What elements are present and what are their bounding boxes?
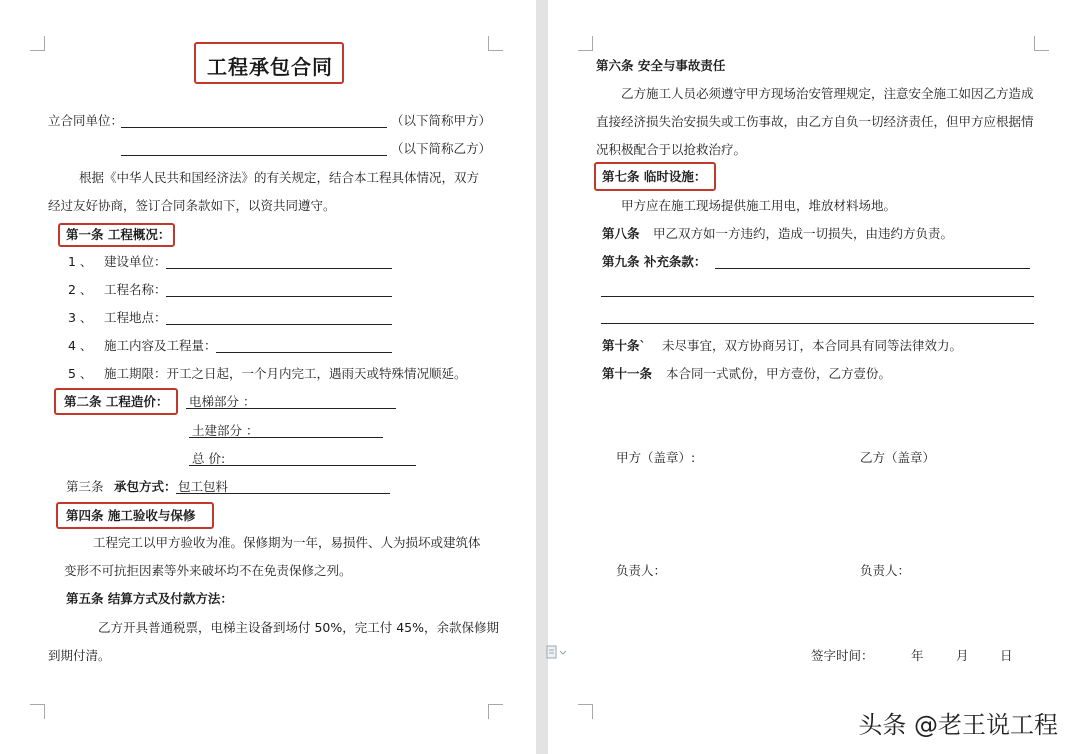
article-5-text: 到期付清。	[48, 648, 111, 663]
party-a-rep-label: 负责人：	[616, 563, 667, 578]
article-11-prefix: 第十一条	[602, 366, 653, 381]
cost-item-label: 电梯部分 ：	[189, 394, 256, 409]
sign-year-label: 年	[911, 648, 924, 663]
watermark-text: 头条 @老王说工程	[858, 711, 1058, 739]
contract-method-blank[interactable]	[176, 493, 390, 494]
article-6-text: 乙方施工人员必须遵守甲方现场治安管理规定，注意安全施工如因乙方造成	[621, 86, 1034, 101]
article-8-prefix: 第八条	[602, 226, 640, 241]
article-1-heading: 第一条 工程概况：	[66, 227, 171, 242]
list-item-number: 3 、	[68, 310, 93, 325]
list-item-number: 2 、	[68, 282, 93, 297]
document-page-right	[548, 0, 1080, 754]
article-10-text: 未尽事宜，双方协商另订，本合同具有同等法律效力。	[662, 338, 963, 353]
list-item-label: 建设单位：	[104, 254, 167, 269]
party-a-blank[interactable]	[121, 127, 387, 128]
work-scope-blank[interactable]	[216, 352, 392, 353]
construction-unit-blank[interactable]	[166, 268, 392, 269]
article-3-label: 承包方式：	[114, 479, 177, 494]
party-b-seal-label: 乙方（盖章）	[860, 450, 936, 465]
document-icon[interactable]	[546, 645, 568, 662]
list-item-label: 施工内容及工程量：	[104, 338, 217, 353]
article-6-text: 况积极配合于以抢救治疗。	[596, 142, 747, 157]
article-5-text: 乙方开具普通税票，电梯主设备到场付 50%，完工付 45%，余款保修期	[98, 620, 500, 635]
article-8-text: 甲乙双方如一方违约，造成一切损失，由违约方负责。	[653, 226, 954, 241]
list-item-label: 工程地点：	[104, 310, 167, 325]
party-b-rep-label: 负责人：	[860, 563, 911, 578]
elevator-cost-blank[interactable]	[186, 408, 396, 409]
list-item-number: 4 、	[68, 338, 93, 353]
supplementary-blank[interactable]	[601, 323, 1034, 324]
article-3-value: 包工包料	[178, 479, 229, 494]
margin-mark	[488, 704, 503, 719]
margin-mark	[488, 36, 503, 51]
article-6-text: 直接经济损失治安损失或工伤事故，由乙方自负一切经济责任，但甲方应根据情	[596, 114, 1034, 129]
civil-cost-blank[interactable]	[189, 437, 383, 438]
cost-item-label: 总 价:	[192, 451, 226, 466]
article-4-text: 工程完工以甲方验收为准。保修期为一年，易损件、人为损坏或建筑体	[93, 535, 481, 550]
sign-day-label: 日	[1000, 648, 1013, 663]
project-location-blank[interactable]	[166, 324, 392, 325]
margin-mark	[578, 704, 593, 719]
margin-mark	[30, 36, 45, 51]
party-a-seal-label: 甲方（盖章）:	[616, 450, 696, 465]
list-item-label: 工程名称：	[104, 282, 167, 297]
supplementary-blank[interactable]	[715, 268, 1030, 269]
party-label: 立合同单位：	[48, 113, 124, 128]
contract-title: 工程承包合同	[207, 55, 333, 79]
party-a-suffix: （以下简称甲方）	[391, 113, 492, 128]
article-3-prefix: 第三条	[66, 479, 104, 494]
page-gutter	[536, 0, 548, 754]
article-11-text: 本合同一式贰份，甲方壹份，乙方壹份。	[666, 366, 892, 381]
article-6-heading: 第六条 安全与事故责任	[596, 58, 726, 73]
party-b-blank[interactable]	[121, 155, 387, 156]
list-item-number: 5 、	[68, 366, 93, 381]
document-page-left	[0, 0, 536, 754]
margin-mark	[1034, 36, 1049, 51]
cost-item-label: 土建部分 ：	[192, 423, 259, 438]
margin-mark	[30, 704, 45, 719]
sign-time-label: 签字时间：	[811, 648, 874, 663]
party-b-suffix: （以下简称乙方）	[391, 141, 492, 156]
intro-text: 根据《中华人民共和国经济法》的有关规定，结合本工程具体情况，双方	[79, 170, 480, 185]
sign-month-label: 月	[956, 648, 969, 663]
project-name-blank[interactable]	[166, 296, 392, 297]
article-9-heading: 第九条 补充条款：	[602, 254, 707, 269]
intro-text: 经过友好协商，签订合同条款如下，以资共同遵守。	[48, 198, 336, 213]
list-item-label: 施工期限：开工之日起，一个月内完工，遇雨天或特殊情况顺延。	[104, 366, 467, 381]
list-item-number: 1 、	[68, 254, 93, 269]
article-7-heading: 第七条 临时设施：	[602, 169, 707, 184]
article-5-heading: 第五条 结算方式及付款方法：	[66, 591, 233, 606]
article-4-text: 变形不可抗拒因素等外来破坏均不在免责保修之列。	[64, 563, 352, 578]
article-2-heading: 第二条 工程造价：	[64, 394, 169, 409]
margin-mark	[578, 36, 593, 51]
article-10-prefix: 第十条`	[602, 338, 646, 353]
supplementary-blank[interactable]	[601, 296, 1034, 297]
total-cost-blank[interactable]	[189, 465, 416, 466]
article-7-text: 甲方应在施工现场提供施工用电，堆放材料场地。	[621, 198, 897, 213]
article-4-heading: 第四条 施工验收与保修	[66, 508, 196, 523]
